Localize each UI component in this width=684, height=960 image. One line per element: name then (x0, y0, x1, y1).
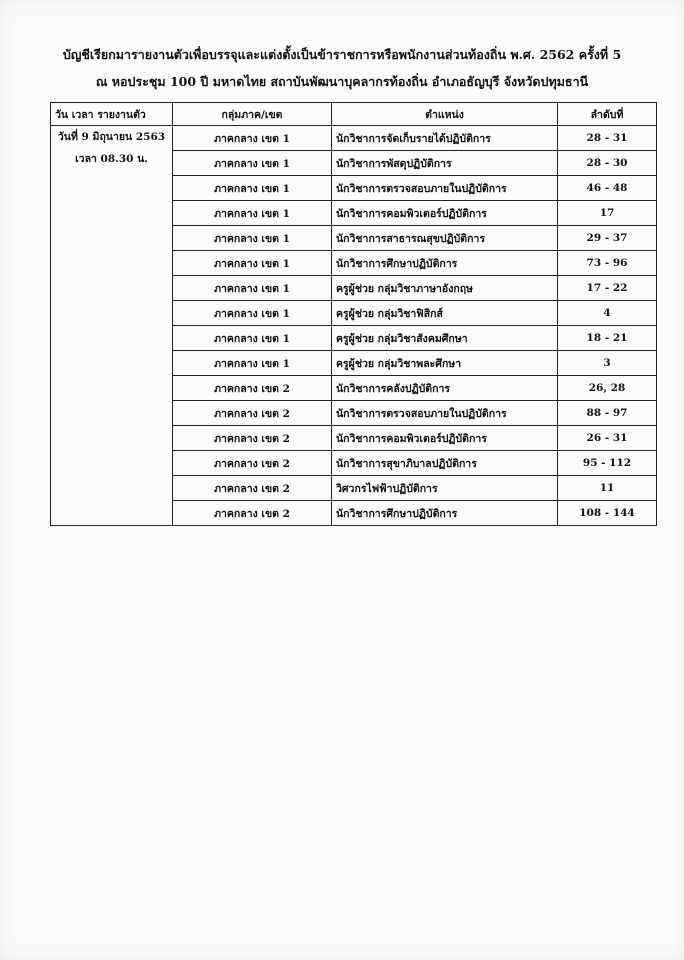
region-cell: ภาคกลาง เขต 2 (173, 426, 332, 451)
position-cell: นักวิชาการคลังปฏิบัติการ (332, 376, 558, 401)
header-position: ตำแหน่ง (332, 103, 558, 126)
order-cell: 46 - 48 (558, 176, 657, 201)
order-cell: 4 (558, 301, 657, 326)
order-cell: 95 - 112 (558, 451, 657, 476)
region-cell: ภาคกลาง เขต 1 (173, 351, 332, 376)
order-cell: 29 - 37 (558, 226, 657, 251)
order-cell: 88 - 97 (558, 401, 657, 426)
position-cell: นักวิชาการศึกษาปฏิบัติการ (332, 251, 558, 276)
region-cell: ภาคกลาง เขต 1 (173, 301, 332, 326)
document-subtitle: ณ หอประชุม 100 ปี มหาดไทย สถาบันพัฒนาบุคลากรท้องถิ่น อำเภอธัญบุรี จังหวัดปทุมธานี (95, 74, 589, 89)
position-cell: ครูผู้ช่วย กลุ่มวิชาฟิสิกส์ (332, 301, 558, 326)
region-cell: ภาคกลาง เขต 2 (173, 501, 332, 526)
region-cell: ภาคกลาง เขต 1 (173, 126, 332, 151)
position-cell: นักวิชาการจัดเก็บรายได้ปฏิบัติการ (332, 126, 558, 151)
position-cell: นักวิชาการสุขาภิบาลปฏิบัติการ (332, 451, 558, 476)
position-cell: นักวิชาการตรวจสอบภายในปฏิบัติการ (332, 176, 558, 201)
order-cell: 17 - 22 (558, 276, 657, 301)
order-cell: 28 - 31 (558, 126, 657, 151)
position-cell: นักวิชาการพัสดุปฏิบัติการ (332, 151, 558, 176)
document-title: บัญชีเรียกมารายงานตัวเพื่อบรรจุและแต่งตั้งเป็นข้าราชการหรือพนักงานส่วนท้องถิ่น พ.ศ. 2562 ครั้งที่ 5 (62, 47, 622, 62)
region-cell: ภาคกลาง เขต 2 (173, 476, 332, 501)
table-row (51, 126, 657, 151)
order-cell: 28 - 30 (558, 151, 657, 176)
order-cell: 18 - 21 (558, 326, 657, 351)
region-cell: ภาคกลาง เขต 1 (173, 176, 332, 201)
region-cell: ภาคกลาง เขต 1 (173, 151, 332, 176)
order-cell: 108 - 144 (558, 501, 657, 526)
position-cell: ครูผู้ช่วย กลุ่มวิชาภาษาอังกฤษ (332, 276, 558, 301)
order-cell: 11 (558, 476, 657, 501)
order-cell: 26 - 31 (558, 426, 657, 451)
region-cell: ภาคกลาง เขต 2 (173, 451, 332, 476)
report-datetime-cell (51, 126, 173, 526)
table-header-row (51, 103, 657, 126)
order-cell: 3 (558, 351, 657, 376)
order-cell: 73 - 96 (558, 251, 657, 276)
position-cell: วิศวกรไฟฟ้าปฏิบัติการ (332, 476, 558, 501)
region-cell: ภาคกลาง เขต 1 (173, 251, 332, 276)
position-cell: นักวิชาการคอมพิวเตอร์ปฏิบัติการ (332, 426, 558, 451)
header-order: ลำดับที่ (558, 103, 657, 126)
order-cell: 26, 28 (558, 376, 657, 401)
region-cell: ภาคกลาง เขต 1 (173, 226, 332, 251)
region-cell: ภาคกลาง เขต 1 (173, 326, 332, 351)
position-cell: ครูผู้ช่วย กลุ่มวิชาพละศึกษา (332, 351, 558, 376)
report-time: เวลา 08.30 น. (75, 153, 148, 165)
order-cell: 17 (558, 201, 657, 226)
report-date: วันที่ 9 มิถุนายน 2563 (57, 131, 166, 143)
position-cell: นักวิชาการสาธารณสุขปฏิบัติการ (332, 226, 558, 251)
position-cell: นักวิชาการคอมพิวเตอร์ปฏิบัติการ (332, 201, 558, 226)
region-cell: ภาคกลาง เขต 1 (173, 201, 332, 226)
region-cell: ภาคกลาง เขต 2 (173, 376, 332, 401)
position-cell: นักวิชาการตรวจสอบภายในปฏิบัติการ (332, 401, 558, 426)
header-datetime: วัน เวลา รายงานตัว (51, 103, 173, 126)
header-region: กลุ่มภาค/เขต (173, 103, 332, 126)
position-cell: นักวิชาการศึกษาปฏิบัติการ (332, 501, 558, 526)
region-cell: ภาคกลาง เขต 2 (173, 401, 332, 426)
region-cell: ภาคกลาง เขต 1 (173, 276, 332, 301)
position-cell: ครูผู้ช่วย กลุ่มวิชาสังคมศึกษา (332, 326, 558, 351)
report-schedule-table (50, 102, 657, 526)
